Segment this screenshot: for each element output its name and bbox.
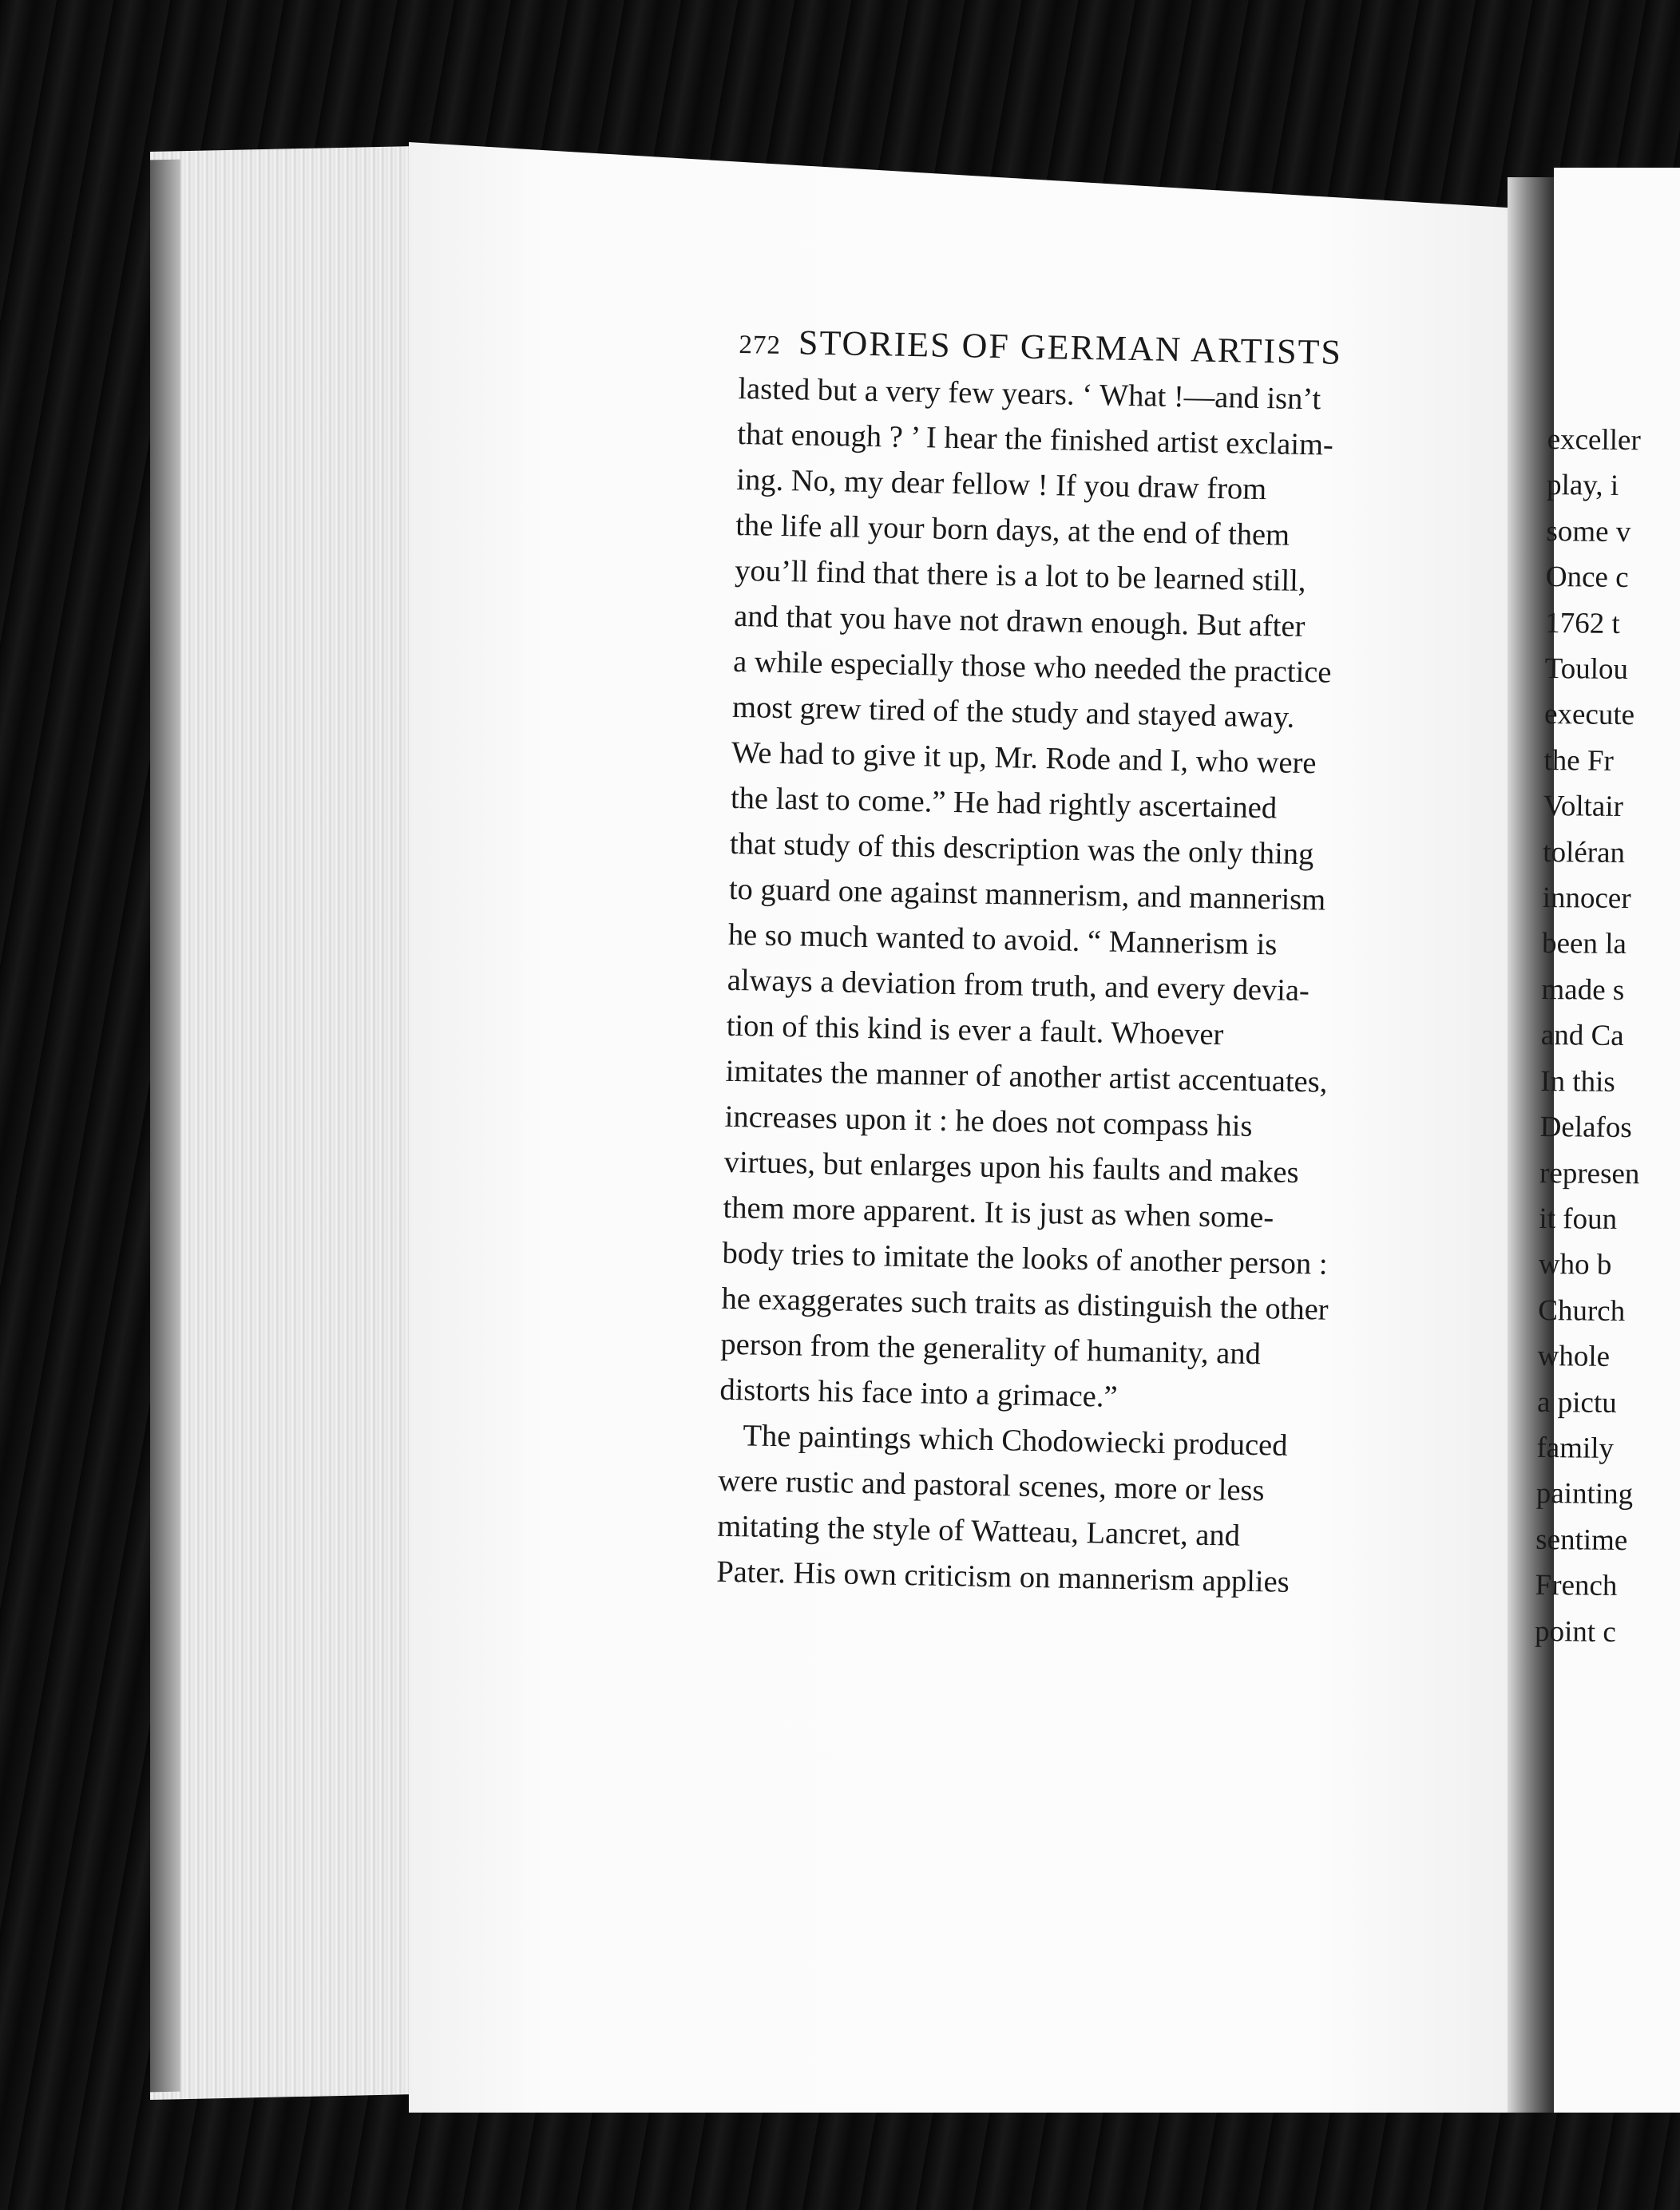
text-line: body tries to imitate the looks of another person : (722, 1236, 1328, 1281)
text-line: the Fr (1543, 743, 1615, 778)
text-line: the life all your born days, at the end of them (735, 508, 1290, 552)
text-line: person from the generality of humanity, and (720, 1327, 1262, 1372)
text-line: made s (1541, 972, 1625, 1007)
text-line: a while especially those who needed the practice (732, 644, 1332, 690)
text-line: Once c (1545, 560, 1629, 595)
text-line: you’ll find that there is a lot to be learned still, (734, 553, 1306, 599)
text-line: ing. No, my dear fellow ! If you draw from (735, 462, 1267, 507)
text-line: he so much wanted to avoid. “ Mannerism is (727, 917, 1278, 962)
text-line: he exaggerates such traits as distinguish the other (721, 1281, 1329, 1327)
text-line: innocer (1542, 881, 1631, 916)
text-line: the last to come.” He had rightly ascertained (730, 781, 1278, 826)
text-line: distorts his face into a grimace.” (719, 1372, 1118, 1414)
text-line: who b (1538, 1248, 1612, 1282)
text-line: execute (1543, 698, 1635, 732)
text-line: point c (1534, 1614, 1617, 1649)
text-line: painting (1535, 1477, 1634, 1511)
text-line: Church (1538, 1293, 1626, 1328)
text-line: some v (1546, 514, 1631, 549)
text-line: to guard one against mannerism, and mannerism (728, 872, 1326, 917)
text-line: them more apparent. It is just as when some- (723, 1190, 1274, 1235)
text-line: sentime (1535, 1523, 1628, 1557)
text-line: toléran (1543, 835, 1626, 869)
text-line: Delafos (1539, 1111, 1632, 1145)
text-line: 1762 t (1545, 606, 1621, 640)
text-line: mitating the style of Watteau, Lancret, and (716, 1509, 1241, 1553)
text-line: and that you have not drawn enough. But after (733, 599, 1306, 644)
text-line: whole (1537, 1340, 1611, 1374)
text-line: it foun (1539, 1202, 1618, 1236)
text-line: family (1536, 1431, 1615, 1465)
text-line: Pater. His own criticism on mannerism applies (715, 1555, 1290, 1599)
text-line: Toulou (1544, 652, 1629, 687)
text-line: In this (1540, 1064, 1616, 1099)
book-page-edges (150, 146, 414, 2100)
text-line: play, i (1546, 469, 1619, 503)
text-line: always a deviation from truth, and every devia- (727, 963, 1310, 1008)
text-line: Voltair (1543, 790, 1624, 824)
text-line: most grew tired of the study and stayed away. (731, 690, 1295, 735)
text-line: and Ca (1540, 1019, 1624, 1053)
text-line: lasted but a very few years. ‘ What !—and isn’t (738, 371, 1321, 417)
page-number: 272 (739, 330, 782, 360)
running-title: STORIES OF GERMAN ARTISTS (798, 323, 1343, 372)
left-page-text (716, 321, 1442, 1608)
text-line: The paintings which Chodowiecki produced (743, 1419, 1288, 1463)
text-line: represen (1539, 1156, 1640, 1190)
text-line: tion of this kind is ever a fault. Whoever (726, 1008, 1224, 1052)
text-line: We had to give it up, Mr. Rode and I, who were (731, 735, 1317, 781)
text-line: imitates the manner of another artist accentuates, (725, 1054, 1328, 1099)
text-line: a pictu (1536, 1385, 1617, 1420)
text-line: were rustic and pastoral scenes, more or less (717, 1463, 1265, 1508)
book-edge-shadow (150, 160, 180, 2093)
text-line: French (1535, 1569, 1618, 1603)
text-line: that enough ? ’ I hear the finished artist exclaim- (737, 417, 1334, 462)
text-line: been la (1541, 927, 1627, 961)
text-line: exceller (1547, 422, 1641, 457)
text-line: that study of this description was the only thing (729, 826, 1314, 872)
text-line: increases upon it : he does not compass his (724, 1099, 1253, 1143)
text-line: virtues, but enlarges upon his faults and makes (723, 1145, 1299, 1190)
right-page-text (1535, 417, 1680, 1656)
